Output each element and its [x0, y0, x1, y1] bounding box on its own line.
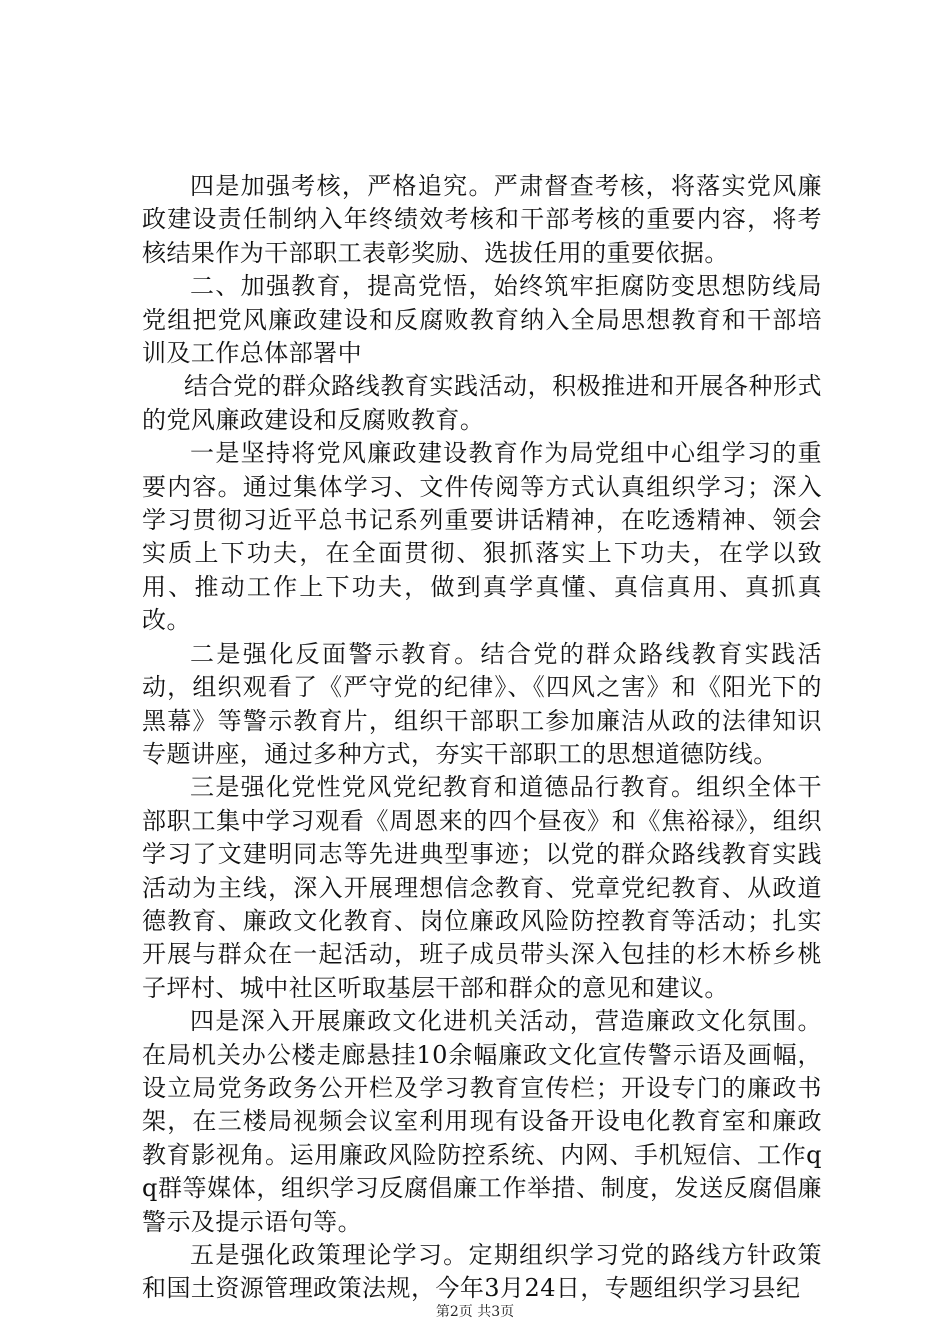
paragraph-item-four: 四是深入开展廉政文化进机关活动，营造廉政文化氛围。在局机关办公楼走廊悬挂10余幅廉政文化宣传警示语及画幅，设立局党务政务公开栏及学习教育宣传栏；开设专门的廉政书架，在三楼局视频会议室利用现有设备开设电化教育室和廉政教育影视角。运用廉政风险防控系统、内网、手机短信、工作qq群等媒体，组织学习反腐倡廉工作举措、制度，发送反腐倡廉警示及提示语句等。	[142, 1007, 822, 1236]
paragraph-section-two-heading: 二、加强教育，提高党悟，始终筑牢拒腐防变思想防线局党组把党风廉政建设和反腐败教育纳入全局思想教育和干部培训及工作总体部署中	[142, 272, 822, 368]
page-number-label: 第2页 共3页	[435, 1304, 515, 1320]
paragraph-item-two: 二是强化反面警示教育。结合党的群众路线教育实践活动，组织观看了《严守党的纪律》、《四风之害》和《阳光下的黑幕》等警示教育片，组织干部职工参加廉洁从政的法律知识专题讲座，通过多种方式，夯实干部职工的思想道德防线。	[142, 639, 822, 768]
paragraph-item-five: 五是强化政策理论学习。定期组织学习党的路线方针政策和国土资源管理政策法规，今年3月24日，专题组织学习县纪	[142, 1241, 822, 1303]
document-body	[142, 170, 822, 1306]
paragraph-assessment: 四是加强考核，严格追究。严肃督查考核，将落实党风廉政建设责任制纳入年终绩效考核和干部考核的重要内容，将考核结果作为干部职工表彰奖励、选拔任用的重要依据。	[142, 172, 822, 267]
paragraph-mass-line-education: 结合党的群众路线教育实践活动，积极推进和开展各种形式的党风廉政建设和反腐败教育。	[142, 372, 822, 434]
paragraph-item-three: 三是强化党性党风党纪教育和道德品行教育。组织全体干部职工集中学习观看《周恩来的四个昼夜》和《焦裕禄》，组织学习了文建明同志等先进典型事迹；以党的群众路线教育实践活动为主线，深入开展理想信念教育、党章党纪教育、从政道德教育、廉政文化教育、岗位廉政风险防控教育等活动；扎实开展与群众在一起活动，班子成员带头深入包挂的杉木桥乡桃子坪村、城中社区听取基层干部和群众的意见和建议。	[142, 773, 822, 1002]
paragraph-item-one: 一是坚持将党风廉政建设教育作为局党组中心组学习的重要内容。通过集体学习、文件传阅等方式认真组织学习；深入学习贯彻习近平总书记系列重要讲话精神，在吃透精神、领会实质上下功夫，在全面贯彻、狠抓落实上下功夫，在学以致用、推动工作上下功夫，做到真学真懂、真信真用、真抓真改。	[142, 439, 822, 635]
page-footer	[0, 1301, 950, 1321]
